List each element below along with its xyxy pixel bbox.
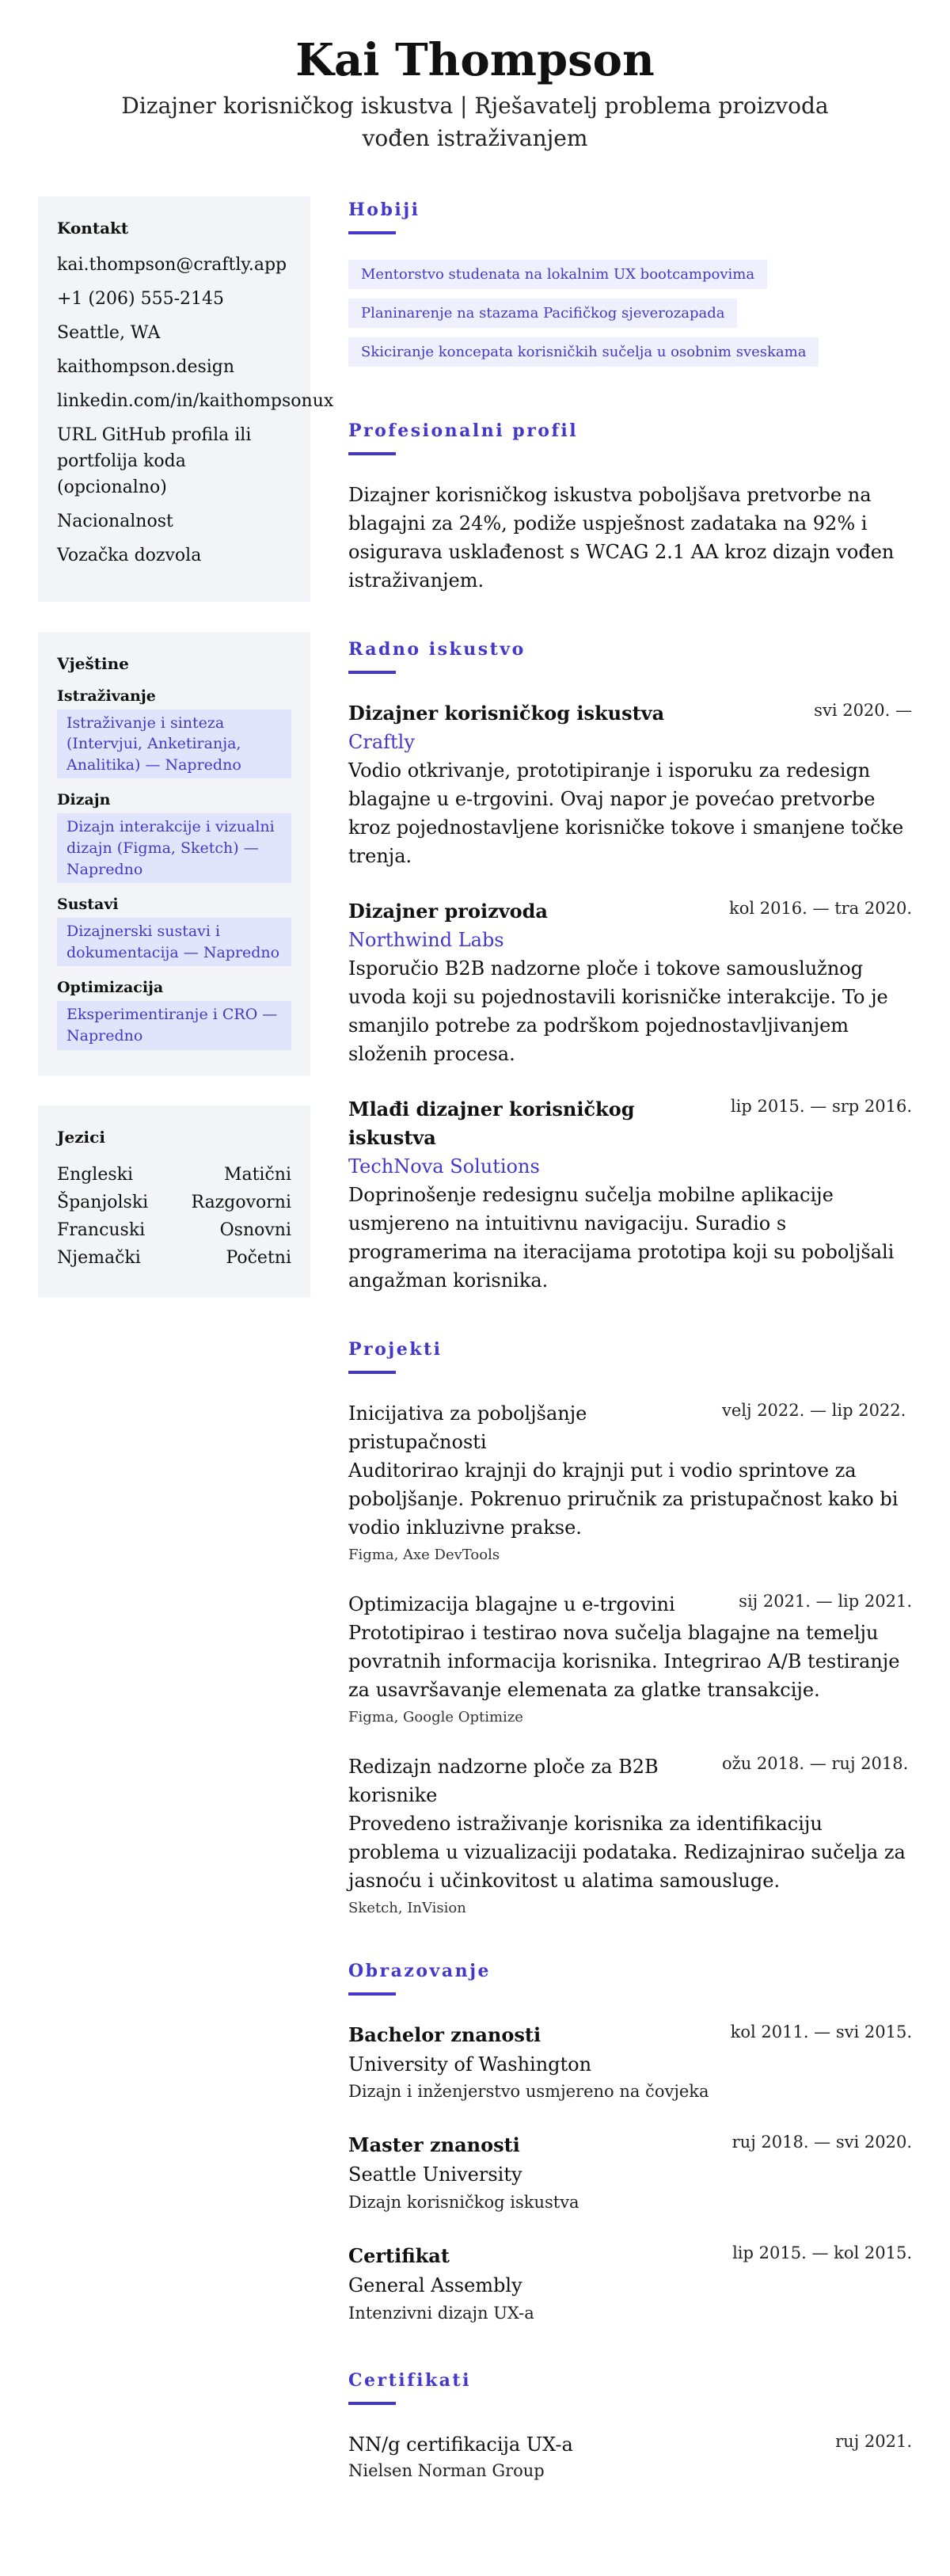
- contact-license: Vozačka dozvola: [57, 545, 202, 565]
- contact-email[interactable]: kai.thompson@craftly.app: [57, 254, 287, 275]
- degree: Bachelor znanosti: [348, 2022, 542, 2046]
- project-description: Auditorirao krajnji do krajnji put i vodio sprintove za poboljšanje. Pokrenuo priručnik za pristupačnost kako bi vodio inkluzivne prakse.: [348, 1459, 899, 1539]
- contact-location: Seattle, WA: [57, 322, 161, 343]
- section-heading: Obrazovanje: [348, 1960, 492, 1981]
- project-description: Provedeno istraživanje korisnika za identifikaciju problema u vizualizaciji podataka. Redizajnirao sučelja za jasnoću i učinkovitost u alatima samousluge.: [348, 1812, 906, 1892]
- candidate-headline: Dizajner korisničkog iskustva | Rješavatelj problema proizvoda vođen istraživanjem: [121, 93, 829, 151]
- language-name: Engleski: [57, 1164, 134, 1185]
- school-name: Seattle University: [348, 2163, 522, 2186]
- language-row: [57, 1161, 291, 1189]
- contact-github: URL GitHub profila ili portfolija koda (opcionalno): [57, 424, 252, 497]
- job-description: Doprinošenje redesignu sučelja mobilne aplikacije usmjereno na intuitivnu navigaciju. Suradio s programerima na iteracijama prototipa koji su poboljšali angažman korisnika.: [348, 1183, 895, 1292]
- language-name: Francuski: [57, 1220, 146, 1240]
- project-dates: sij 2021. — lip 2021.: [739, 1591, 912, 1611]
- certification-name: NN/g certifikacija UX-a: [348, 2433, 573, 2456]
- language-name: Njemački: [57, 1248, 141, 1269]
- section-divider: [348, 231, 396, 234]
- education-entry: [348, 2131, 912, 2215]
- sidebar: [38, 196, 334, 1328]
- contact-heading: Kontakt: [57, 218, 129, 238]
- language-level: Početni: [226, 1248, 291, 1269]
- job-dates: lip 2015. — srp 2016.: [730, 1096, 912, 1116]
- main-content: [348, 196, 912, 2528]
- language-level: Osnovni: [219, 1220, 291, 1240]
- job-title: Dizajner korisničkog iskustva: [348, 701, 665, 725]
- education-dates: kol 2011. — svi 2015.: [730, 2022, 912, 2041]
- degree: Certifikat: [348, 2244, 450, 2268]
- project-description: Prototipirao i testirao nova sučelja blagajne na temelju povratnih informacija korisnika. Integrirao A/B testiranje za usavršavanje elemenata za glatke transakcije.: [348, 1621, 900, 1701]
- skill-tag: Istraživanje i sinteza (Intervjui, Anketiranja, Analitika) — Napredno: [57, 710, 291, 779]
- section-heading: Hobiji: [348, 199, 420, 220]
- section-divider: [348, 1992, 396, 1996]
- skills-heading: Vještine: [57, 653, 129, 673]
- job-dates: svi 2020. —: [814, 700, 912, 720]
- section-divider: [348, 1371, 396, 1374]
- job-title: Mlađi dizajner korisničkog iskustva: [348, 1097, 635, 1149]
- project-title: Inicijativa za poboljšanje pristupačnosti: [348, 1402, 587, 1453]
- company-name: Craftly: [348, 730, 415, 753]
- contact-phone: +1 (206) 555-2145: [57, 288, 224, 309]
- project-tech: Figma, Axe DevTools: [348, 1546, 500, 1563]
- project-dates: ožu 2018. — ruj 2018.: [722, 1753, 909, 1773]
- contact-box: [38, 196, 334, 602]
- language-name: Španjolski: [57, 1192, 149, 1212]
- job-description: Vodio otkrivanje, prototipiranje i isporuku za redesign blagajne u e-trgovini. Ovaj napor je povećao pretvorbe kroz pojednostavljene korisničke tokove i smanjene točke trenja.: [348, 759, 904, 867]
- company-name: Northwind Labs: [348, 928, 504, 951]
- skill-tag: Dizajn interakcije i vizualni dizajn (Figma, Sketch) — Napredno: [57, 813, 291, 883]
- hobby-chip: Mentorstvo studenata na lokalnim UX bootcampovima: [348, 260, 767, 289]
- section-heading: Projekti: [348, 1338, 443, 1360]
- section-divider: [348, 452, 396, 455]
- section-heading: Profesionalni profil: [348, 420, 579, 441]
- company-name: TechNova Solutions: [348, 1155, 540, 1178]
- project-entry: [348, 1752, 912, 1916]
- experience-section: [348, 639, 912, 1295]
- certifications-section: [348, 2370, 912, 2484]
- languages-box: [38, 1105, 310, 1298]
- job-dates: kol 2016. — tra 2020.: [728, 898, 912, 918]
- job-description: Isporučio B2B nadzorne ploče i tokove samouslužnog uvoda koji su pojednostavili korisničke interakcije. To je smanjilo potrebe za podrškom pojednostavljivanjem složenih procesa.: [348, 957, 888, 1065]
- skills-box: [38, 632, 310, 1075]
- experience-entry: [348, 699, 912, 870]
- project-title: Redizajn nadzorne ploče za B2B korisnike: [348, 1755, 659, 1806]
- section-divider: [348, 671, 396, 674]
- degree: Master znanosti: [348, 2133, 520, 2157]
- project-title: Optimizacija blagajne u e-trgovini: [348, 1592, 675, 1615]
- field-of-study: Dizajn i inženjerstvo usmjereno na čovjeka: [348, 2081, 709, 2101]
- profile-summary: Dizajner korisničkog iskustva poboljšava pretvorbe na blagajni za 24%, podiže uspješnost zadataka na 92% i osigurava usklađenost s WCAG 2.1 AA kroz dizajn vođen istraživanjem.: [348, 483, 895, 592]
- education-section: [348, 1961, 912, 2327]
- field-of-study: Dizajn korisničkog iskustva: [348, 2192, 580, 2212]
- skill-category: Optimizacija: [57, 979, 164, 997]
- section-heading: Radno iskustvo: [348, 638, 526, 660]
- education-dates: ruj 2018. — svi 2020.: [732, 2133, 912, 2152]
- hobby-chip: Planinarenje na stazama Pacifičkog sjeverozapada: [348, 299, 737, 328]
- hobbies-section: [348, 200, 912, 376]
- contact-website[interactable]: kaithompson.design: [57, 356, 235, 377]
- project-entry: [348, 1590, 912, 1726]
- education-entry: [348, 2021, 912, 2105]
- candidate-name: Kai Thompson: [295, 34, 655, 86]
- contact-nationality: Nacionalnost: [57, 511, 173, 531]
- skill-category: Istraživanje: [57, 687, 156, 705]
- job-title: Dizajner proizvoda: [348, 899, 548, 923]
- certification-entry: [348, 2430, 912, 2484]
- project-tech: Figma, Google Optimize: [348, 1708, 523, 1726]
- language-row: [57, 1244, 291, 1272]
- language-row: [57, 1189, 291, 1216]
- field-of-study: Intenzivni dizajn UX-a: [348, 2303, 534, 2323]
- certification-date: ruj 2021.: [835, 2432, 912, 2452]
- projects-section: [348, 1339, 912, 1916]
- language-level: Matični: [223, 1164, 291, 1185]
- skill-tag: Dizajnerski sustavi i dokumentacija — Napredno: [57, 918, 291, 966]
- language-row: [57, 1216, 291, 1244]
- education-entry: [348, 2242, 912, 2326]
- education-dates: lip 2015. — kol 2015.: [732, 2243, 912, 2263]
- skill-category: Dizajn: [57, 791, 111, 809]
- experience-entry: [348, 1095, 912, 1295]
- skill-category: Sustavi: [57, 896, 119, 914]
- languages-heading: Jezici: [57, 1127, 105, 1147]
- resume-header: [38, 35, 912, 155]
- profile-section: [348, 420, 912, 595]
- project-entry: [348, 1399, 912, 1563]
- section-heading: Certifikati: [348, 2370, 471, 2391]
- project-tech: Sketch, InVision: [348, 1899, 466, 1916]
- hobby-chip: Skiciranje koncepata korisničkih sučelja u osobnim sveskama: [348, 337, 819, 367]
- language-level: Razgovorni: [191, 1192, 291, 1212]
- school-name: General Assembly: [348, 2274, 522, 2297]
- section-divider: [348, 2402, 396, 2405]
- experience-entry: [348, 897, 912, 1068]
- certification-issuer: Nielsen Norman Group: [348, 2461, 545, 2481]
- skill-tag: Eksperimentiranje i CRO — Napredno: [57, 1001, 291, 1049]
- project-dates: velj 2022. — lip 2022.: [722, 1400, 906, 1420]
- contact-linkedin[interactable]: linkedin.com/in/kaithompsonux: [57, 390, 334, 411]
- school-name: University of Washington: [348, 2053, 592, 2076]
